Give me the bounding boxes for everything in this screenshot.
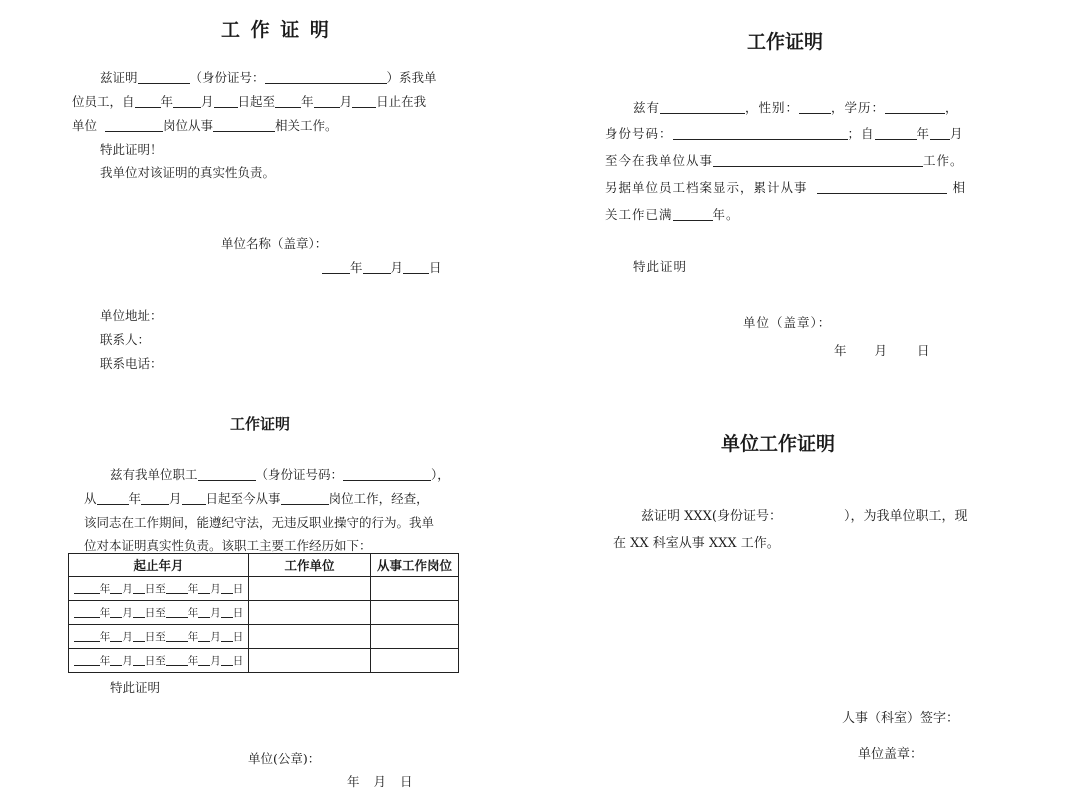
doc2-title: 工作证明	[747, 31, 824, 53]
period-cell: 年 月 日至 年 月 日	[69, 601, 249, 625]
doc2-date: 年 月 日	[834, 343, 930, 358]
doc1-paragraph-line3: 单位 岗位从事 相关工作。	[72, 118, 338, 133]
doc2-line5: 关工作已满 年。	[605, 207, 740, 222]
table-header-row	[69, 554, 459, 577]
position-cell	[371, 577, 459, 601]
doc1-title: 工 作 证 明	[221, 19, 331, 41]
doc4-unit-seal: 单位盖章：	[858, 747, 924, 762]
doc2-unit-seal: 单位（盖章）：	[743, 315, 832, 330]
doc4-line1: 兹证明 XXX(身份证号： ），为我单位职工，现	[641, 509, 968, 524]
doc4-title: 单位工作证明	[721, 433, 836, 455]
doc1-contact: 联系人：	[100, 332, 151, 347]
doc1-responsibility: 我单位对该证明的真实性负责。	[100, 165, 276, 180]
header-period: 起止年月	[69, 554, 249, 577]
doc1-phone: 联系电话：	[100, 356, 163, 371]
doc3-line2: 从 年 月 日起至今从事 岗位工作，经查，	[84, 491, 429, 506]
employer-cell	[249, 577, 371, 601]
table-row	[69, 649, 459, 673]
position-cell	[371, 649, 459, 673]
position-cell	[371, 625, 459, 649]
doc3-line4: 位对本证明真实性负责。该职工主要工作经历如下：	[84, 538, 372, 553]
doc2-special-note: 特此证明	[633, 259, 688, 274]
work-history-table	[68, 553, 459, 673]
doc1-paragraph-line2: 位员工，自 年 月 日起至 年 月 日止在我	[72, 94, 427, 109]
doc1-date: 年 月 日	[322, 258, 442, 276]
doc1-paragraph-line1: 兹证明 （身份证号： ）系我单	[100, 70, 437, 85]
doc3-unit-seal: 单位(公章)：	[248, 751, 321, 766]
doc1-address: 单位地址：	[100, 308, 163, 323]
doc3-special-note: 特此证明	[110, 680, 161, 695]
doc2-line4: 另据单位员工档案显示，累计从事 相	[605, 180, 966, 195]
header-employer: 工作单位	[249, 554, 371, 577]
employer-cell	[249, 625, 371, 649]
period-cell: 年 月 日至 年 月 日	[69, 649, 249, 673]
doc2-line2: 身份号码： ；自 年 月	[605, 126, 964, 141]
period-cell: 年 月 日至 年 月 日	[69, 577, 249, 601]
table-row	[69, 601, 459, 625]
doc3-date: 年 月 日	[347, 774, 413, 789]
doc2-line3: 至今在我单位从事 工作。	[605, 153, 964, 168]
doc1-unit-name: 单位名称（盖章）：	[221, 236, 328, 251]
employer-cell	[249, 601, 371, 625]
doc3-line3: 该同志在工作期间，能遵纪守法，无违反职业操守的行为。我单	[84, 515, 435, 530]
table-row	[69, 577, 459, 601]
employer-cell	[249, 649, 371, 673]
doc3-title: 工作证明	[230, 415, 291, 433]
header-position: 从事工作岗位	[371, 554, 459, 577]
period-cell: 年 月 日至 年 月 日	[69, 625, 249, 649]
doc4-hr-sign: 人事（科室）签字：	[842, 711, 960, 726]
doc2-line1: 兹有 ，性别： ，学历： ，	[633, 100, 959, 115]
doc4-line2: 在 XX 科室从事 XXX 工作。	[613, 536, 780, 551]
position-cell	[371, 601, 459, 625]
doc3-line1: 兹有我单位职工 （身份证号码： ），	[110, 467, 450, 482]
table-row	[69, 625, 459, 649]
doc1-special-note: 特此证明！	[100, 142, 163, 157]
